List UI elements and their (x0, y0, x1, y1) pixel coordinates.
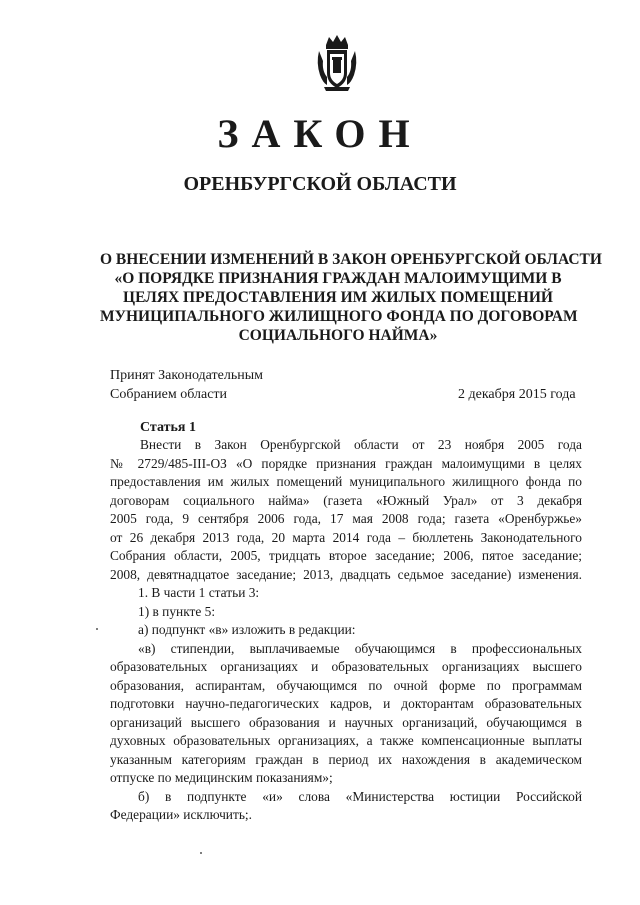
body-line: 2008, девятнадцатое заседание; 2013, двадцать седьмое заседание) изменения. (110, 566, 582, 582)
subject-line: ЦЕЛЯХ ПРЕДОСТАВЛЕНИЯ ИМ ЖИЛЫХ ПОМЕЩЕНИЙ (123, 289, 553, 306)
body-line: образовательных организациях и образовательных организациях высшего (110, 659, 582, 674)
body-line: Внести в Закон Оренбургской области от 23 ноября 2005 года (140, 437, 582, 452)
body-line: Федерации» исключить;. (110, 807, 253, 822)
coat-of-arms-icon (314, 33, 360, 93)
body-line: 2005 года, 9 сентября 2006 года, 17 мая 2008 года; газета «Оренбуржье» (110, 511, 582, 526)
adopted-by-line: Собранием области (110, 387, 228, 402)
body-line: б) в подпункте «и» слова «Министерства юстиции Российской (138, 788, 582, 804)
article-body (110, 436, 582, 825)
adopted-by-line: Принят Законодательным (110, 368, 263, 383)
subject-line: МУНИЦИПАЛЬНОГО ЖИЛИЩНОГО ФОНДА ПО ДОГОВОРАМ (100, 308, 578, 325)
body-line: а) подпункт «в» изложить в редакции: (138, 622, 356, 637)
body-line: предоставления им жилых помещений муниципального жилищного фонда по (110, 474, 582, 489)
law-subject-heading (100, 250, 602, 345)
body-line: «в) стипендии, выплачиваемые обучающимся в профессиональных (138, 640, 582, 656)
body-line: 1) в пункте 5: (138, 603, 216, 619)
adoption-date: 2 декабря 2015 года (458, 387, 576, 402)
scan-speck (96, 628, 98, 630)
body-line: отпуске по медицинским показаниям»; (110, 770, 333, 785)
body-line: духовных образовательных организациях, а также компенсационные выплаты (110, 733, 582, 748)
body-line: договорам социального найма» (газета «Южный Урал» от 3 декабря (110, 492, 582, 508)
body-line: организаций высшего образования и научных организаций, обучающимся в (110, 714, 582, 730)
body-line: от 26 декабря 2013 года, 20 марта 2014 года – бюллетень Законодательного (110, 529, 582, 545)
article-heading: Статья 1 (140, 420, 196, 435)
body-line: подготовки научно-педагогических кадров, и докторантам образовательных (110, 696, 582, 711)
body-line: № 2729/485-III-ОЗ «О порядке признания граждан малоимущими в целях (110, 455, 582, 471)
subject-line: О ВНЕСЕНИИ ИЗМЕНЕНИЙ В ЗАКОН ОРЕНБУРГСКОЙ ОБЛАСТИ (100, 251, 602, 268)
subject-line: «О ПОРЯДКЕ ПРИЗНАНИЯ ГРАЖДАН МАЛОИМУЩИМИ В (114, 270, 562, 287)
region-title: ОРЕНБУРГСКОЙ ОБЛАСТИ (183, 173, 457, 195)
body-line: Собрания области, 2005, тридцать второе заседание; 2006, пятое заседание; (110, 548, 582, 563)
body-line: указанным категориям граждан в период их нахождения в академическом (110, 751, 582, 767)
body-line: 1. В части 1 статьи 3: (138, 585, 260, 600)
subject-line: СОЦИАЛЬНОГО НАЙМА» (238, 327, 438, 344)
scan-speck (200, 852, 202, 854)
body-line: образования, аспирантам, обучающимся по очной форме по программам (110, 677, 582, 693)
law-title: ЗАКОН (217, 111, 423, 156)
adoption-note (110, 366, 263, 404)
